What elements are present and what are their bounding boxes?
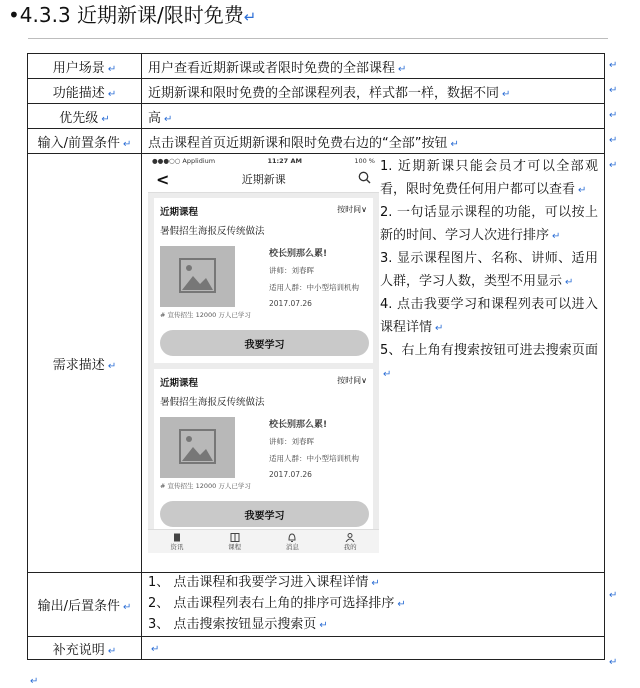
- section-heading: [8, 2, 256, 30]
- row-end-mark: ↵: [609, 110, 618, 121]
- course-card[interactable]: [154, 369, 373, 534]
- paragraph-mark: ↵: [107, 88, 117, 100]
- tab-news[interactable]: [170, 533, 183, 551]
- requirement-point: [380, 202, 598, 248]
- output-text: 3、 点击搜索按钮显示搜索页: [148, 617, 317, 632]
- return-mark: ↵: [243, 8, 257, 26]
- paragraph-mark: ↵: [435, 322, 444, 334]
- paragraph-mark: ↵: [107, 360, 117, 372]
- row-value: 高: [148, 110, 162, 126]
- table-row-scenario: [28, 54, 605, 79]
- table-row-priority: [28, 104, 605, 129]
- phone-mockup: [148, 156, 379, 553]
- point-text: 2. 一句话显示课程的功能，可以按上新的时间、学习人次进行排序: [380, 205, 598, 243]
- course-name: 校长别那么累!: [269, 249, 328, 259]
- course-title: 暑假招生海报反传统做法: [160, 226, 265, 237]
- search-icon[interactable]: [358, 171, 371, 188]
- table-row-notes: [28, 637, 605, 660]
- requirement-point: [380, 340, 598, 386]
- table-row-function: [28, 79, 605, 104]
- course-teacher: 讲师：刘春晖: [269, 437, 314, 446]
- nav-title: 近期新课: [241, 173, 286, 186]
- bell-icon: [287, 533, 297, 542]
- tab-label: 我的: [343, 542, 357, 551]
- status-bar: [148, 156, 379, 166]
- requirement-point: [380, 248, 598, 294]
- course-card[interactable]: [154, 198, 373, 363]
- course-date: 2017.07.26: [269, 299, 312, 308]
- paragraph-mark: ↵: [319, 620, 328, 631]
- point-text: 4. 点击我要学习和课程列表可以进入课程详情: [380, 297, 598, 335]
- course-meta: [269, 417, 369, 485]
- tab-profile[interactable]: [344, 533, 357, 551]
- output-item: [148, 615, 598, 636]
- output-text: 2、 点击课程列表右上角的排序可选择排序: [148, 596, 395, 611]
- section-title: 近期课程: [160, 378, 199, 389]
- row-label: 优先级: [59, 110, 99, 126]
- learn-button[interactable]: 我要学习: [160, 330, 369, 356]
- tab-label: 资讯: [170, 542, 184, 551]
- battery: 100 %: [354, 157, 375, 165]
- paragraph-mark: ↵: [552, 230, 561, 242]
- book-icon: [230, 533, 240, 542]
- course-title: 暑假招生海报反传统做法: [160, 397, 265, 408]
- row-label: 输出/后置条件: [37, 599, 120, 614]
- heading-number: 4.3.3: [19, 3, 71, 27]
- course-tags: # 宣传招生 12000 万人已学习: [160, 311, 251, 319]
- row-end-mark: ↵: [609, 135, 618, 146]
- row-label: 输入/前置条件: [37, 135, 120, 151]
- output-text: 1、 点击课程和我要学习进入课程详情: [148, 575, 369, 590]
- course-name: 校长别那么累!: [269, 420, 328, 430]
- output-item: [148, 594, 598, 615]
- row-label: 需求描述: [52, 357, 105, 373]
- row-value: 点击课程首页近期新课和限时免费右边的“全部”按钮: [148, 135, 448, 151]
- paragraph-mark: ↵: [101, 113, 110, 125]
- table-row-output: [28, 573, 605, 637]
- row-label: 功能描述: [52, 85, 105, 101]
- paragraph-mark: ↵: [123, 602, 132, 613]
- row-value: 用户查看近期新课或者限时免费的全部课程: [148, 60, 396, 76]
- tab-courses[interactable]: [228, 533, 241, 551]
- heading-rule: [28, 38, 608, 39]
- heading-bullet: •: [8, 3, 20, 27]
- requirement-point: [380, 294, 598, 340]
- nav-bar: [148, 166, 379, 193]
- document-icon: [172, 533, 182, 542]
- user-icon: [345, 533, 355, 542]
- tab-bar: [148, 529, 379, 553]
- paragraph-mark: ↵: [578, 184, 587, 196]
- section-title: 近期课程: [160, 207, 199, 218]
- image-placeholder-icon: [160, 417, 235, 478]
- course-audience: 适用人群：中小型培训机构: [269, 454, 359, 463]
- row-end-mark: ↵: [609, 657, 618, 668]
- paragraph-mark: ↵: [565, 276, 574, 288]
- output-item: [148, 573, 598, 594]
- paragraph-mark: ↵: [397, 599, 406, 610]
- point-text: 1. 近期新课只能会员才可以全部观看，限时免费任何用户都可以查看: [380, 159, 598, 197]
- clock: 11:27 AM: [267, 157, 302, 165]
- tab-label: 课程: [228, 542, 242, 551]
- tab-label: 消息: [285, 542, 299, 551]
- learn-button[interactable]: 我要学习: [160, 501, 369, 527]
- point-text: 5、右上角有搜索按钮可进去搜索页面: [380, 343, 598, 358]
- row-label: 补充说明: [52, 642, 105, 658]
- row-label: 用户场景: [52, 60, 105, 76]
- requirement-point: [380, 156, 598, 202]
- table-row-input: [28, 129, 605, 154]
- row-end-mark: ↵: [609, 160, 618, 171]
- tab-messages[interactable]: [286, 533, 299, 551]
- heading-title: 近期新课/限时免费: [77, 3, 244, 27]
- course-teacher: 讲师：刘春晖: [269, 266, 314, 275]
- paragraph-mark: ↵: [450, 138, 459, 150]
- paragraph-mark: ↵: [107, 63, 117, 75]
- spec-table: [27, 53, 605, 660]
- course-audience: 适用人群：中小型培训机构: [269, 283, 359, 292]
- carrier: ●●●○○ Applidium: [152, 157, 216, 165]
- back-icon[interactable]: <: [156, 169, 170, 189]
- row-end-mark: ↵: [609, 60, 618, 71]
- paragraph-mark: ↵: [502, 88, 511, 100]
- sort-dropdown[interactable]: 按时间∨: [337, 205, 367, 214]
- paragraph-mark: ↵: [30, 676, 39, 687]
- paragraph-mark: ↵: [151, 643, 160, 655]
- requirement-points: [380, 156, 598, 386]
- paragraph-mark: ↵: [371, 578, 380, 589]
- table-row-requirement: [28, 154, 605, 573]
- paragraph-mark: ↵: [164, 113, 173, 125]
- course-tags: # 宣传招生 12000 万人已学习: [160, 482, 251, 490]
- point-text: 3. 显示课程图片、名称、讲师、适用人群，学习人数，类型不用显示: [380, 251, 598, 289]
- sort-dropdown[interactable]: 按时间∨: [337, 376, 367, 385]
- paragraph-mark: ↵: [383, 368, 392, 380]
- row-value: 近期新课和限时免费的全部课程列表，样式都一样，数据不同: [148, 85, 500, 101]
- paragraph-mark: ↵: [123, 138, 132, 150]
- course-meta: [269, 246, 369, 314]
- paragraph-mark: ↵: [107, 645, 117, 657]
- row-end-mark: ↵: [609, 590, 618, 601]
- row-end-mark: ↵: [609, 85, 618, 96]
- paragraph-mark: ↵: [398, 63, 407, 75]
- image-placeholder-icon: [160, 246, 235, 307]
- course-date: 2017.07.26: [269, 470, 312, 479]
